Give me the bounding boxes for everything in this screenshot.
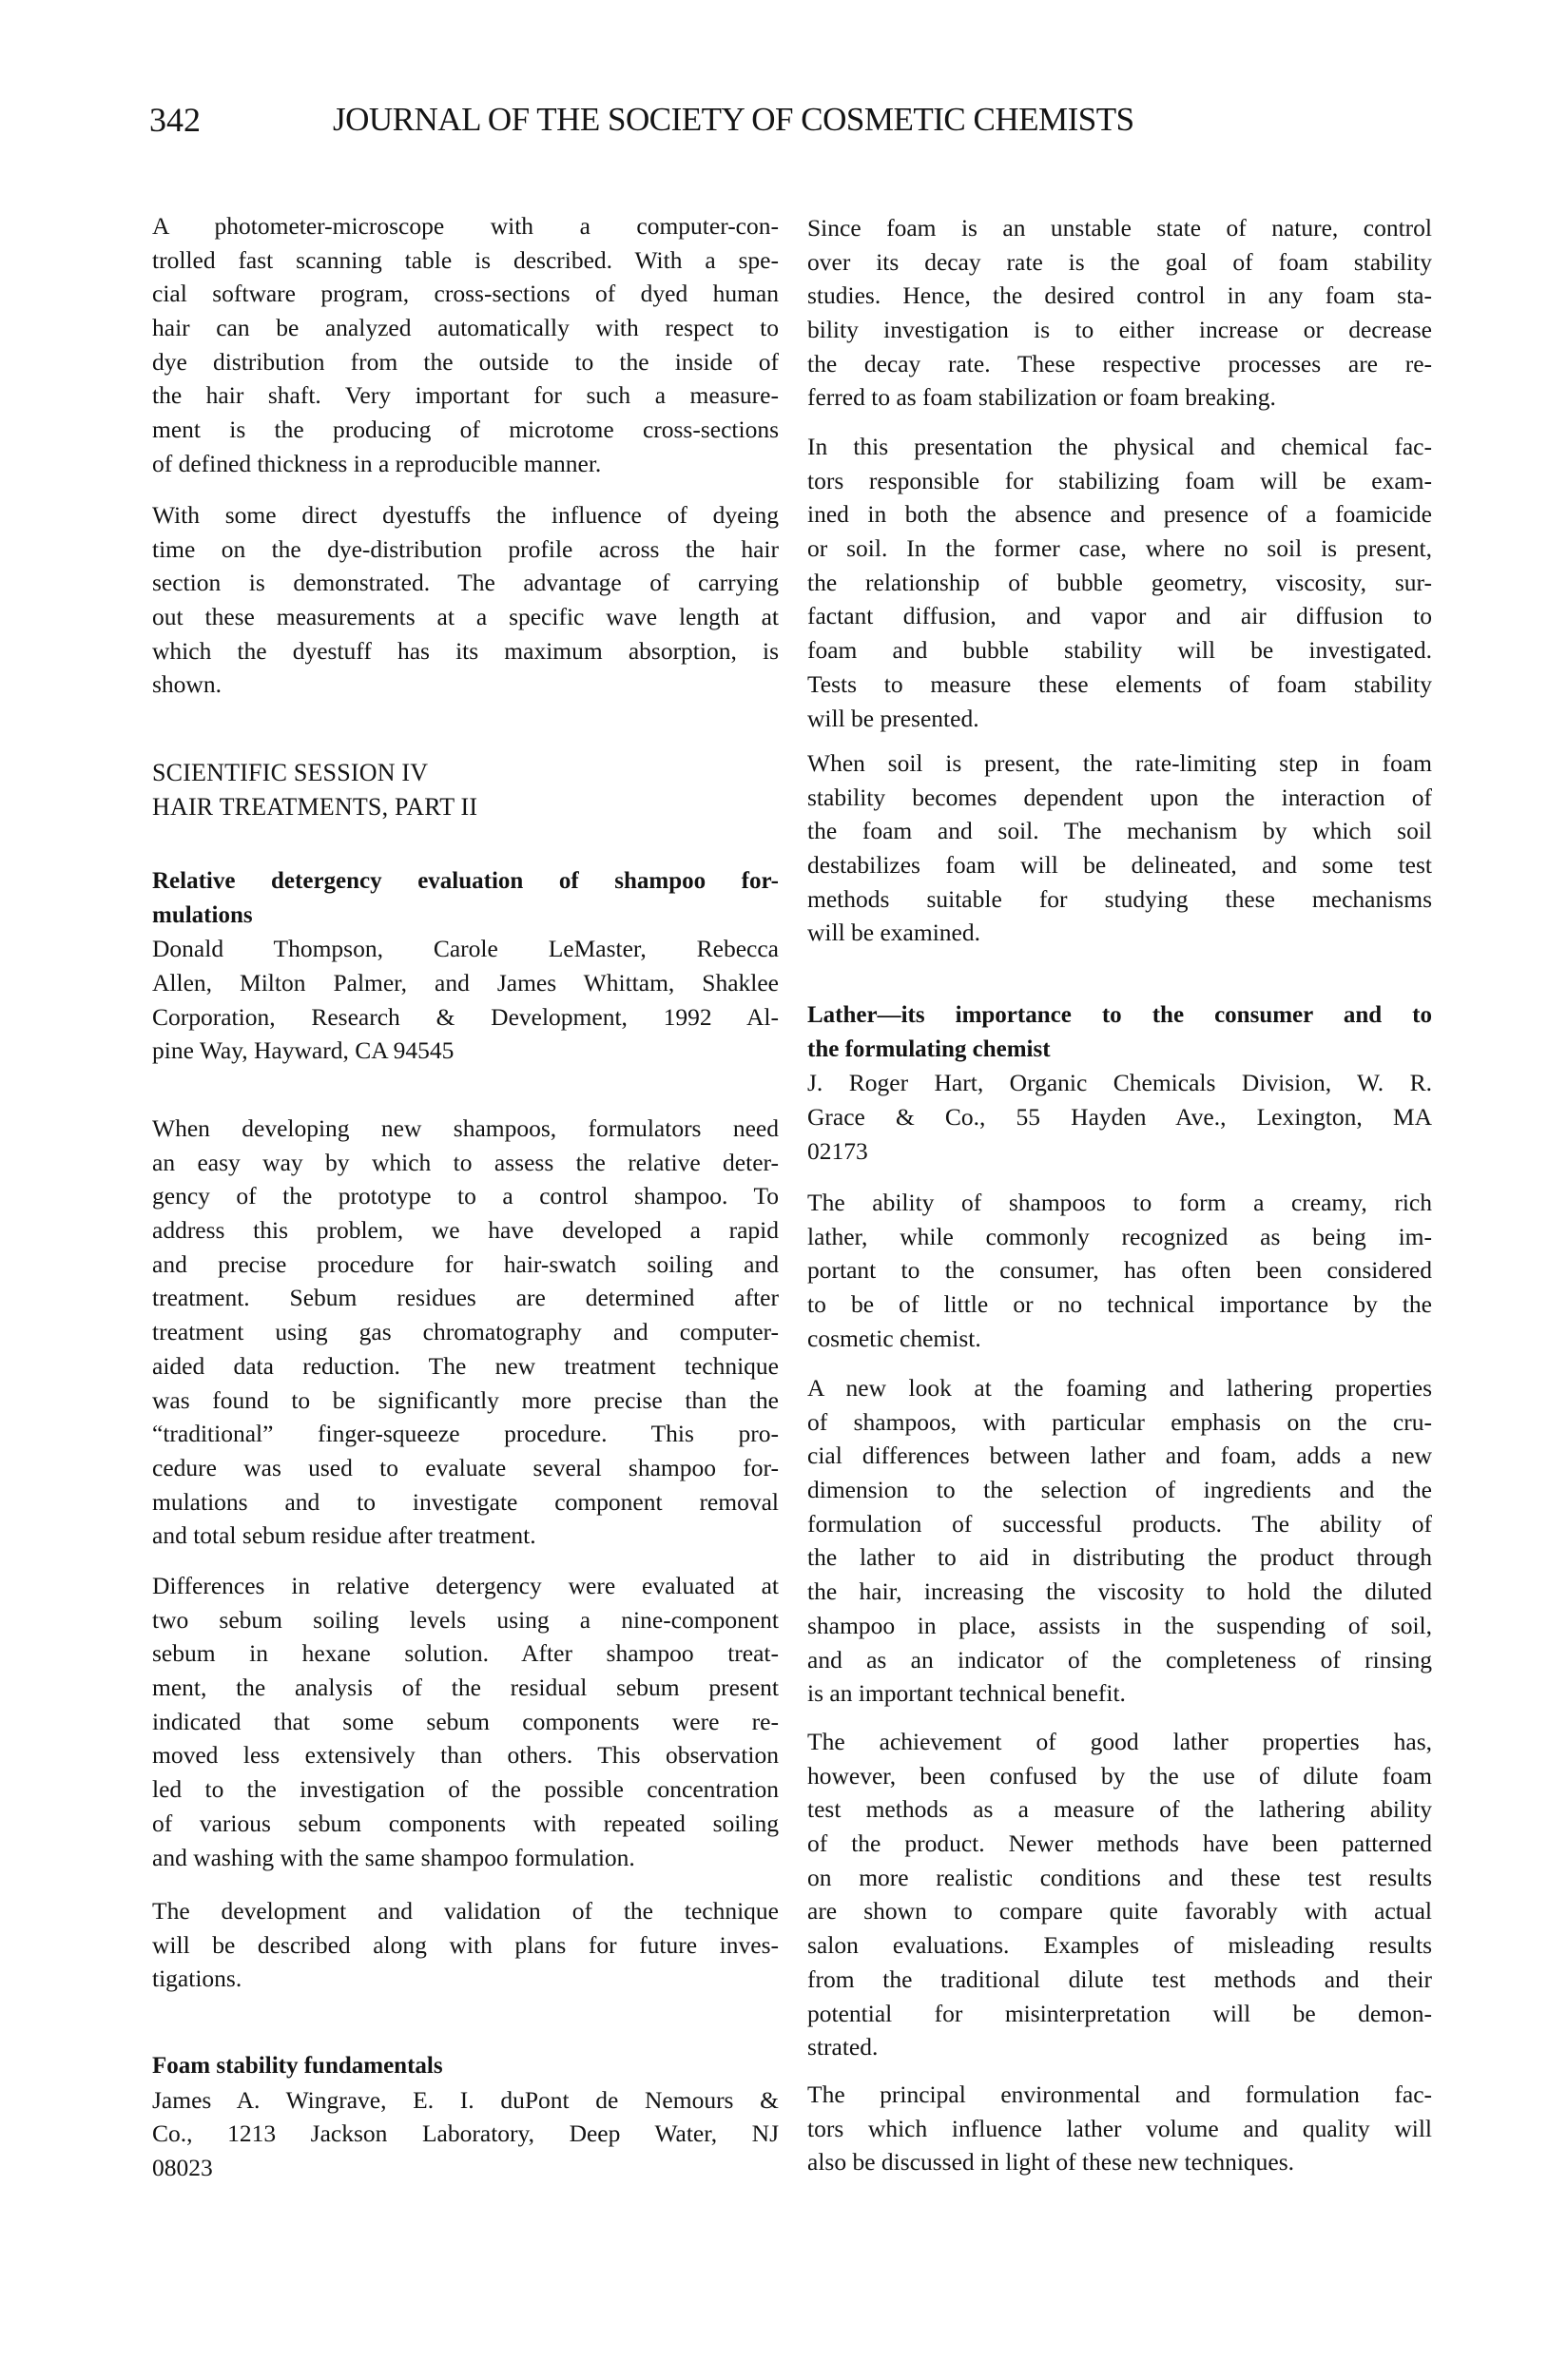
text-line: The achievement of good lather properties has, — [807, 1728, 1432, 1755]
text-line: are shown to compare quite favorably with actual — [807, 1897, 1432, 1926]
text-line: The ability of shampoos to form a creamy, rich — [807, 1189, 1432, 1216]
text-line: and as an indicator of the completeness of rinsing — [807, 1645, 1432, 1674]
text-line: ined in both the absence and presence of a foamicide — [807, 500, 1432, 529]
text-line: from the traditional dilute test methods and their — [807, 1964, 1432, 1993]
article-title-line: mulations — [152, 901, 253, 928]
text-line: address this problem, we have developed a rapid — [152, 1216, 779, 1245]
text-line: will be described along with plans for future inves- — [152, 1930, 779, 1959]
text-line: A new look at the foaming and lathering properties — [807, 1374, 1432, 1402]
text-line: Differences in relative detergency were evaluated at — [152, 1572, 779, 1599]
text-line: “traditional” finger-squeeze procedure. This pro- — [152, 1420, 779, 1448]
text-line: tors which influence lather volume and quality will — [807, 2114, 1432, 2142]
text-line: led to the investigation of the possible concentration — [152, 1775, 779, 1804]
author-line: James A. Wingrave, E. I. duPont de Nemours & — [152, 2085, 779, 2114]
text-line: cosmetic chemist. — [807, 1324, 981, 1352]
text-line: lather, while commonly recognized as being im- — [807, 1222, 1432, 1250]
text-line: to be of little or no technical importance by the — [807, 1290, 1432, 1319]
journal-title: JOURNAL OF THE SOCIETY OF COSMETIC CHEMISTS — [333, 101, 1134, 138]
article3-paragraph-1 — [807, 1186, 1432, 1355]
text-line: treatment using gas chromatography and computer- — [152, 1318, 779, 1346]
text-line: of various sebum components with repeated soiling — [152, 1809, 779, 1837]
article3-paragraph-2 — [807, 1371, 1432, 1711]
article2-paragraph-1 — [807, 211, 1432, 415]
abstract-paragraph-dye-distribution — [152, 209, 779, 481]
text-line: which the dyestuff has its maximum absorption, is — [152, 636, 779, 665]
article1-paragraph-1 — [152, 1112, 779, 1553]
article2-paragraph-2 — [807, 430, 1432, 735]
text-line: salon evaluations. Examples of misleading results — [807, 1931, 1432, 1960]
abstract-paragraph-dyeing-time — [152, 498, 779, 702]
author-line: pine Way, Hayward, CA 94545 — [152, 1036, 455, 1065]
text-line: tigations. — [152, 1964, 242, 1993]
text-line: A photometer-microscope with a computer-con- — [152, 212, 779, 240]
text-line: treatment. Sebum residues are determined after — [152, 1284, 779, 1312]
text-line: stability becomes dependent upon the interaction of — [807, 783, 1432, 811]
text-line: tors responsible for stabilizing foam will be exam- — [807, 466, 1432, 494]
text-line: Tests to measure these elements of foam stability — [807, 669, 1432, 698]
article1-paragraph-2 — [152, 1569, 779, 1874]
text-line: and precise procedure for hair-swatch soiling and — [152, 1249, 779, 1278]
text-line: cial differences between lather and foam, adds a new — [807, 1442, 1432, 1470]
text-line: gency of the prototype to a control shampoo. To — [152, 1182, 779, 1210]
text-line: bility investigation is to either increase or decrease — [807, 316, 1432, 344]
author-line: 02173 — [807, 1136, 868, 1165]
text-line: ment, the analysis of the residual sebum present — [152, 1674, 779, 1702]
article-title-line: the formulating chemist — [807, 1035, 1051, 1062]
text-line: of defined thickness in a reproducible manner. — [152, 449, 602, 477]
text-line: aided data reduction. The new treatment technique — [152, 1351, 779, 1380]
text-line: two sebum soiling levels using a nine-component — [152, 1605, 779, 1634]
author-line: Donald Thompson, Carole LeMaster, Rebecca — [152, 935, 779, 963]
text-line: dye distribution from the outside to the inside of — [152, 347, 779, 376]
text-line: or soil. In the former case, where no soil is present, — [807, 534, 1432, 563]
text-line: the decay rate. These respective processes are re- — [807, 349, 1432, 377]
article1-paragraph-3 — [152, 1894, 779, 1996]
text-line: cial software program, cross-sections of dyed human — [152, 280, 779, 308]
text-line: time on the dye-distribution profile across the hair — [152, 534, 779, 563]
text-line: When developing new shampoos, formulators need — [152, 1114, 779, 1142]
text-line: trolled fast scanning table is described. With a spe- — [152, 245, 779, 274]
text-line: foam and bubble stability will be investigated. — [807, 636, 1432, 665]
text-line: shown. — [152, 670, 222, 699]
text-line: out these measurements at a specific wave length at — [152, 603, 779, 631]
text-line: an easy way by which to assess the relative deter- — [152, 1148, 779, 1176]
session-heading-line: SCIENTIFIC SESSION IV — [152, 759, 429, 786]
text-line: the hair, increasing the viscosity to hold the diluted — [807, 1577, 1432, 1606]
text-line: the foam and soil. The mechanism by which soil — [807, 817, 1432, 845]
session-heading — [152, 756, 779, 823]
author-line: 08023 — [152, 2154, 213, 2182]
text-line: also be discussed in light of these new techniques. — [807, 2148, 1295, 2177]
text-line: will be presented. — [807, 704, 979, 732]
article-title-line: Lather—its importance to the consumer and to — [807, 1002, 1432, 1028]
text-line: of shampoos, with particular emphasis on the cru- — [807, 1407, 1432, 1436]
article2-paragraph-3 — [807, 746, 1432, 950]
text-line: Since foam is an unstable state of nature, control — [807, 214, 1432, 242]
text-line: hair can be analyzed automatically with respect to — [152, 314, 779, 342]
text-line: potential for misinterpretation will be demon- — [807, 1999, 1432, 2027]
text-line: studies. Hence, the desired control in any foam sta- — [807, 281, 1432, 310]
text-line: cedure was used to evaluate several shampoo for- — [152, 1453, 779, 1481]
text-line: over its decay rate is the goal of foam stability — [807, 247, 1432, 276]
text-line: however, been confused by the use of dilute foam — [807, 1761, 1432, 1790]
text-line: ment is the producing of microtome cross-sections — [152, 416, 779, 444]
text-line: was found to be significantly more precise than the — [152, 1385, 779, 1414]
author-line: J. Roger Hart, Organic Chemicals Division, W. R. — [807, 1069, 1432, 1097]
author-line: Allen, Milton Palmer, and James Whittam, Shaklee — [152, 969, 779, 997]
text-line: on more realistic conditions and these test results — [807, 1863, 1432, 1891]
text-line: dimension to the selection of ingredients and the — [807, 1476, 1432, 1504]
text-line: indicated that some sebum components were re- — [152, 1707, 779, 1735]
text-line: strated. — [807, 2033, 879, 2061]
text-line: moved less extensively than others. This observation — [152, 1741, 779, 1770]
text-line: and total sebum residue after treatment. — [152, 1521, 536, 1550]
page-number: 342 — [149, 101, 201, 139]
text-line: formulation of successful products. The ability of — [807, 1509, 1432, 1538]
article-header-foam-stability — [152, 2049, 779, 2185]
text-line: The development and validation of the technique — [152, 1897, 779, 1925]
text-line: the hair shaft. Very important for such a measure- — [152, 381, 779, 410]
author-line: Co., 1213 Jackson Laboratory, Deep Water, NJ — [152, 2119, 779, 2148]
text-line: test methods as a measure of the lathering ability — [807, 1795, 1432, 1824]
text-line: ferred to as foam stabilization or foam breaking. — [807, 383, 1276, 412]
article3-paragraph-3 — [807, 1725, 1432, 2064]
text-line: mulations and to investigate component removal — [152, 1487, 779, 1516]
text-line: the relationship of bubble geometry, viscosity, sur- — [807, 568, 1432, 596]
article-header-relative-detergency — [152, 864, 779, 1068]
text-line: section is demonstrated. The advantage of carrying — [152, 569, 779, 597]
text-line: shampoo in place, assists in the suspending of soil, — [807, 1611, 1432, 1639]
text-line: factant diffusion, and vapor and air diffusion to — [807, 602, 1432, 630]
text-line: the lather to aid in distributing the product through — [807, 1543, 1432, 1572]
article-header-lather — [807, 998, 1432, 1168]
text-line: is an important technical benefit. — [807, 1679, 1126, 1708]
text-line: and washing with the same shampoo formulation. — [152, 1843, 635, 1871]
text-line: In this presentation the physical and chemical fac- — [807, 433, 1432, 460]
text-line: The principal environmental and formulation fac- — [807, 2080, 1432, 2108]
text-line: of the product. Newer methods have been patterned — [807, 1829, 1432, 1858]
article3-paragraph-4 — [807, 2078, 1432, 2179]
text-line: When soil is present, the rate-limiting step in foam — [807, 749, 1432, 777]
author-line: Grace & Co., 55 Hayden Ave., Lexington, MA — [807, 1103, 1432, 1132]
article-title-line: Relative detergency evaluation of shampoo for- — [152, 868, 779, 894]
text-line: methods suitable for studying these mechanisms — [807, 884, 1432, 913]
text-line: destabilizes foam will be delineated, and some test — [807, 851, 1432, 880]
text-line: sebum in hexane solution. After shampoo treat- — [152, 1639, 779, 1668]
article-title-line: Foam stability fundamentals — [152, 2053, 443, 2079]
session-heading-line: HAIR TREATMENTS, PART II — [152, 792, 478, 821]
text-line: will be examined. — [807, 919, 980, 947]
text-line: portant to the consumer, has often been considered — [807, 1256, 1432, 1285]
author-line: Corporation, Research & Development, 1992 Al- — [152, 1002, 779, 1031]
running-head — [0, 99, 1568, 141]
text-line: With some direct dyestuffs the influence of dyeing — [152, 501, 779, 529]
